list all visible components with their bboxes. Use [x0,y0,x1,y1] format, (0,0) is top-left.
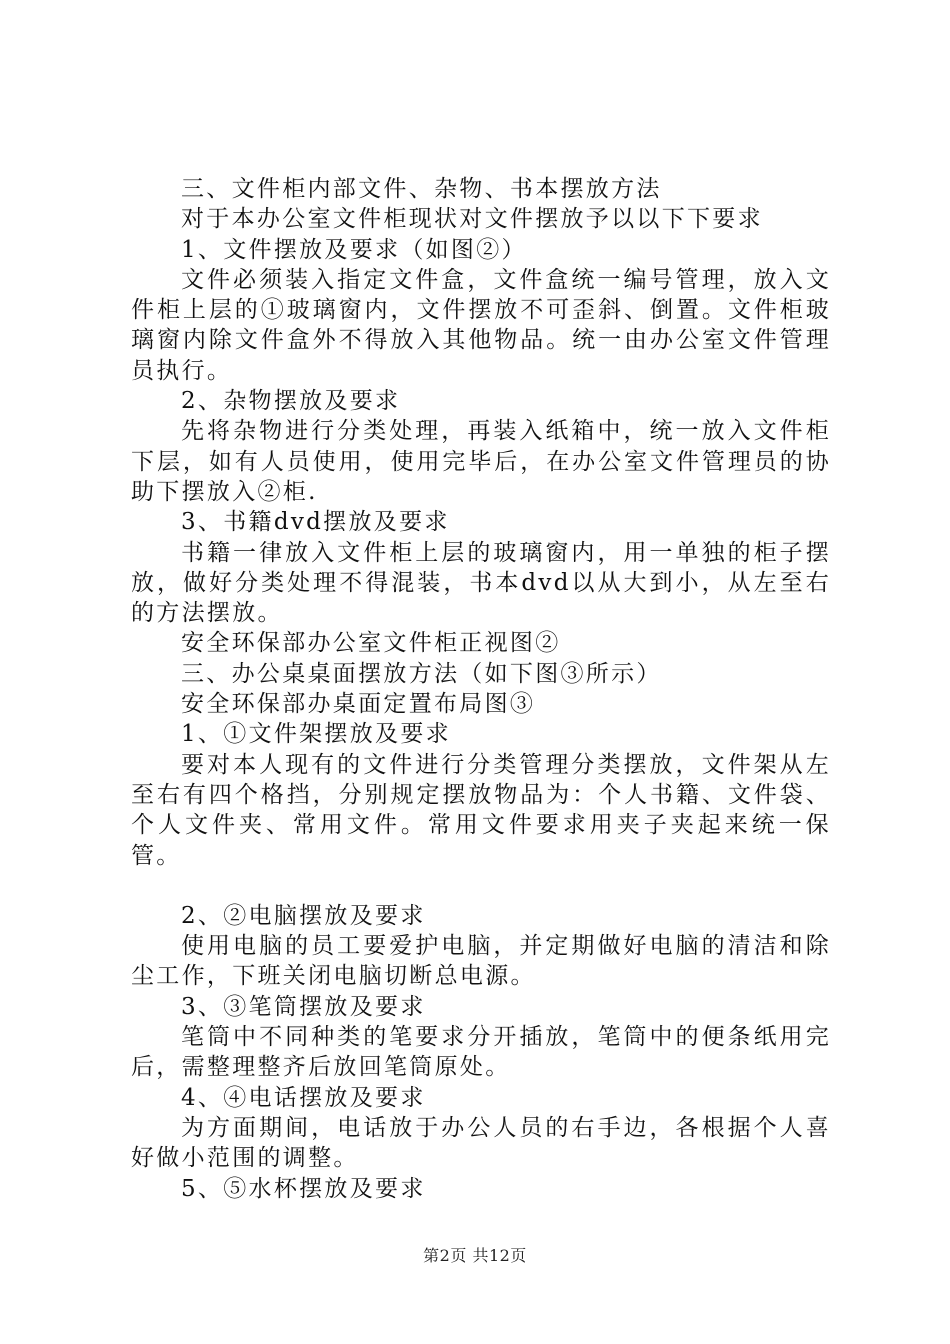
page-number: 第2页 共12页 [423,1246,527,1265]
paragraph: 先将杂物进行分类处理，再装入纸箱中，统一放入文件柜下层，如有人员使用，使用完毕后，在办公室文件管理员的协助下摆放入②柜. [131,418,831,505]
paragraph: 要对本人现有的文件进行分类管理分类摆放，文件架从左至右有四个格挡，分别规定摆放物品为：个人书籍、文件袋、个人文件夹、常用文件。常用文件要求用夹子夹起来统一保管。 [131,751,831,869]
paragraph: 文件必须装入指定文件盒，文件盒统一编号管理，放入文件柜上层的①玻璃窗内，文件摆放不可歪斜、倒置。文件柜玻璃窗内除文件盒外不得放入其他物品。统一由办公室文件管理员执行。 [131,266,831,384]
paragraph: 笔筒中不同种类的笔要求分开插放，笔筒中的便条纸用完后，需整理整齐后放回笔筒原处。 [131,1024,831,1081]
section-heading: 三、文件柜内部文件、杂物、书本摆放方法 [181,176,662,202]
subsection-heading: 2、杂物摆放及要求 [181,388,401,415]
subsection-heading: 1、①文件架摆放及要求 [181,721,451,748]
section-heading: 三、办公桌桌面摆放方法（如下图③所示） [181,660,662,687]
paragraph: 使用电脑的员工要爱护电脑，并定期做好电脑的清洁和除尘工作，下班关闭电脑切断总电源。 [131,933,831,990]
subsection-heading: 2、②电脑摆放及要求 [181,902,426,929]
paragraph: 书籍一律放入文件柜上层的玻璃窗内，用一单独的柜子摆放，做好分类处理不得混装，书本dvd以从大到小，从左至右的方法摆放。 [131,539,831,627]
subsection-heading: 1、文件摆放及要求（如图②） [181,236,527,263]
document-body [131,174,831,1204]
paragraph: 为方面期间，电话放于办公人员的右手边，各根据个人喜好做小范围的调整。 [131,1114,831,1172]
figure-caption: 安全环保部办公室文件柜正视图② [181,630,561,657]
subsection-heading: 4、④电话摆放及要求 [181,1084,426,1111]
figure-caption: 安全环保部办桌面定置布局图③ [181,691,536,718]
paragraph: 对于本办公室文件柜现状对文件摆放予以以下下要求 [181,206,763,233]
subsection-heading: 3、书籍dvd摆放及要求 [181,509,450,536]
subsection-heading: 3、③笔筒摆放及要求 [181,993,426,1020]
subsection-heading: 5、⑤水杯摆放及要求 [181,1175,426,1202]
